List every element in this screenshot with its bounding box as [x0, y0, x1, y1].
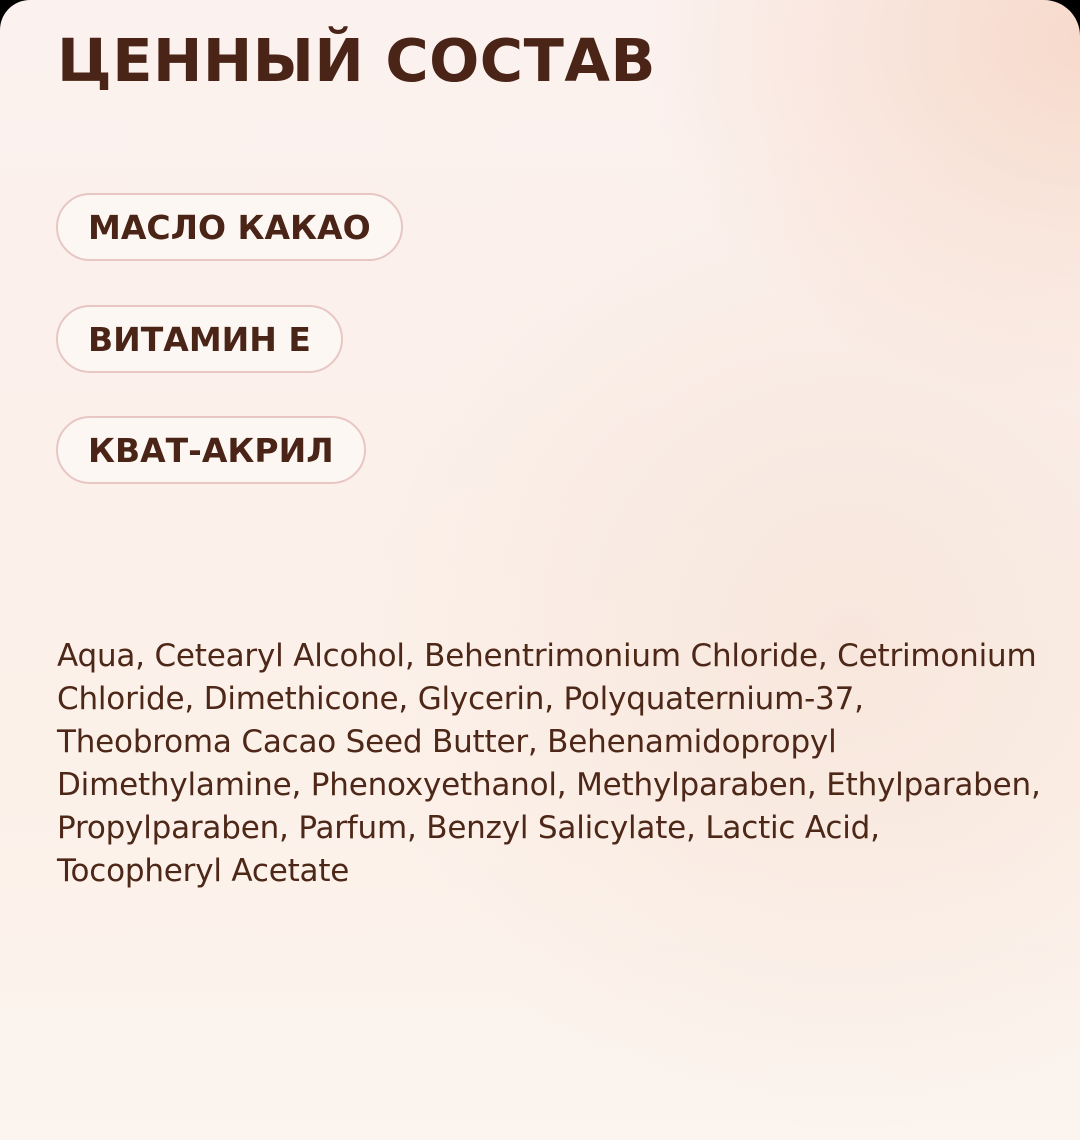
ingredients-list: Aqua, Cetearyl Alcohol, Behentrimonium Chloride, Cetrimonium Chloride, Dimethicone, Glycerin, Polyquaternium-37, Theobroma Cacao Seed Butter, Behenamidopropyl Dimethylamine, Phenoxyethanol, Methylparaben, Ethylparaben, Propylparaben, Parfum, Benzyl Salicylate, Lactic Acid, Tocopheryl Acetate [57, 638, 1041, 889]
highlight-badge-vitamin-e: ВИТАМИН Е [56, 305, 343, 373]
section-title: ЦЕННЫЙ СОСТАВ [57, 26, 656, 95]
highlight-badge-quat-acryl: КВАТ-АКРИЛ [56, 416, 366, 484]
highlight-badge-cocoa-butter: МАСЛО КАКАО [56, 193, 403, 261]
